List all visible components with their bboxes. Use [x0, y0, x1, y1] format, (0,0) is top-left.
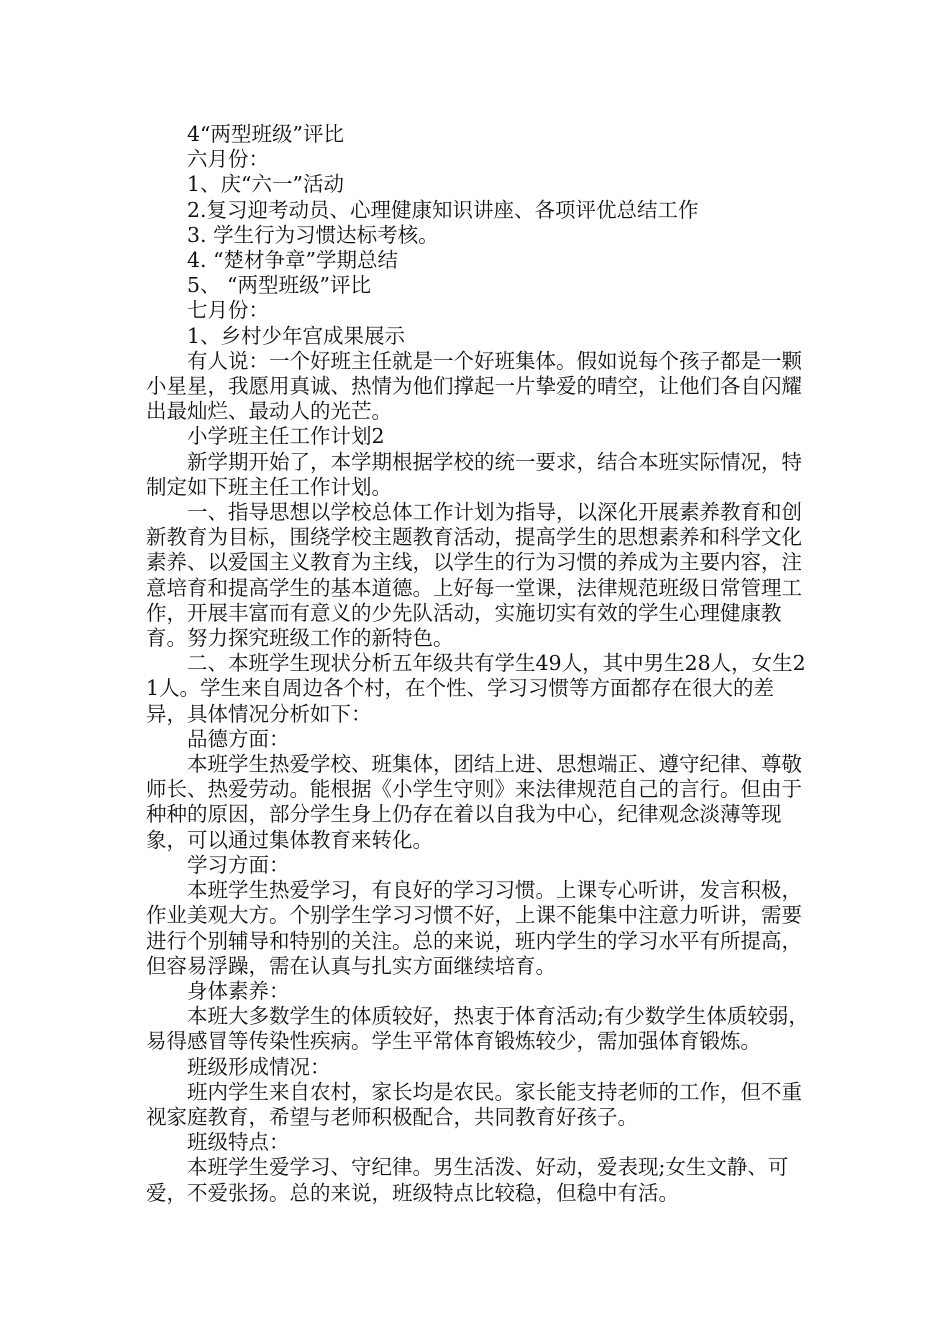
paragraph-5: 3. 学生行为习惯达标考核。: [187, 222, 439, 247]
paragraph-17: 学习方面：: [187, 852, 290, 877]
paragraph-8: 七月份：: [187, 298, 269, 323]
paragraph-2: 六月份：: [187, 147, 269, 172]
paragraph-3: 1、庆“六一”活动: [187, 172, 345, 197]
paragraph-6: 4. “楚材争章”学期总结: [187, 248, 399, 273]
paragraph-7: 5、 “两型班级”评比: [187, 273, 372, 298]
paragraph-24: 本班学生爱学习、守纪律。男生活泼、好动，爱表现;女生文静、可爱，不爱张扬。总的来说，班级特点比较稳，但稳中有活。: [146, 1155, 789, 1205]
paragraph-15: 品德方面：: [187, 726, 290, 751]
paragraph-4: 2.复习迎考动员、心理健康知识讲座、各项评优总结工作: [187, 197, 699, 222]
paragraph-21: 班级形成情况：: [187, 1054, 331, 1079]
document-body: [146, 122, 810, 1206]
paragraph-23: 班级特点：: [187, 1130, 290, 1155]
paragraph-10: 有人说：一个好班主任就是一个好班集体。假如说每个孩子都是一颗小星星，我愿用真诚、热情为他们撑起一片挚爱的晴空，让他们各自闪耀出最灿烂、最动人的光芒。: [146, 348, 802, 424]
paragraph-13: 一、指导思想以学校总体工作计划为指导，以深化开展素养教育和创新教育为目标，围绕学校主题教育活动，提高学生的思想素养和科学文化素养、以爱国主义教育为主线，以学生的行为习惯的养成为主要内容，注意培育和提高学生的基本道德。上好每一堂课，法律规范班级日常管理工作，开展丰富而有意义的少先队活动，实施切实有效的学生心理健康教育。努力探究班级工作的新特色。: [146, 500, 802, 651]
section-heading: 小学班主任工作计划2: [187, 424, 385, 449]
paragraph-18: 本班学生热爱学习，有良好的学习习惯。上课专心听讲，发言积极，作业美观大方。个别学生学习习惯不好，上课不能集中注意力听讲，需要进行个别辅导和特别的关注。总的来说，班内学生的学习水平有所提高，但容易浮躁，需在认真与扎实方面继续培育。: [146, 878, 802, 978]
paragraph-9: 1、乡村少年宫成果展示: [187, 323, 406, 348]
paragraph-20: 本班大多数学生的体质较好，热衷于体育活动;有少数学生体质较弱，易得感冒等传染性疾病。学生平常体育锻炼较少，需加强体育锻炼。: [146, 1004, 809, 1054]
paragraph-22: 班内学生来自农村，家长均是农民。家长能支持老师的工作，但不重视家庭教育，希望与老师积极配合，共同教育好孩子。: [146, 1079, 802, 1129]
paragraph-1: 4“两型班级”评比: [187, 122, 345, 146]
paragraph-12: 新学期开始了，本学期根据学校的统一要求，结合本班实际情况，特制定如下班主任工作计划。: [146, 449, 802, 499]
paragraph-14: 二、本班学生现状分析五年级共有学生49人，其中男生28人，女生21人。学生来自周边各个村，在个性、学习习惯等方面都存在很大的差异，具体情况分析如下：: [146, 651, 806, 726]
paragraph-19: 身体素养：: [187, 978, 290, 1003]
paragraph-16: 本班学生热爱学校、班集体，团结上进、思想端正、遵守纪律、尊敬师长、热爱劳动。能根据《小学生守则》来法律规范自己的言行。但由于种种的原因，部分学生身上仍存在着以自我为中心，纪律观念淡薄等现象，可以通过集体教育来转化。: [146, 752, 802, 852]
